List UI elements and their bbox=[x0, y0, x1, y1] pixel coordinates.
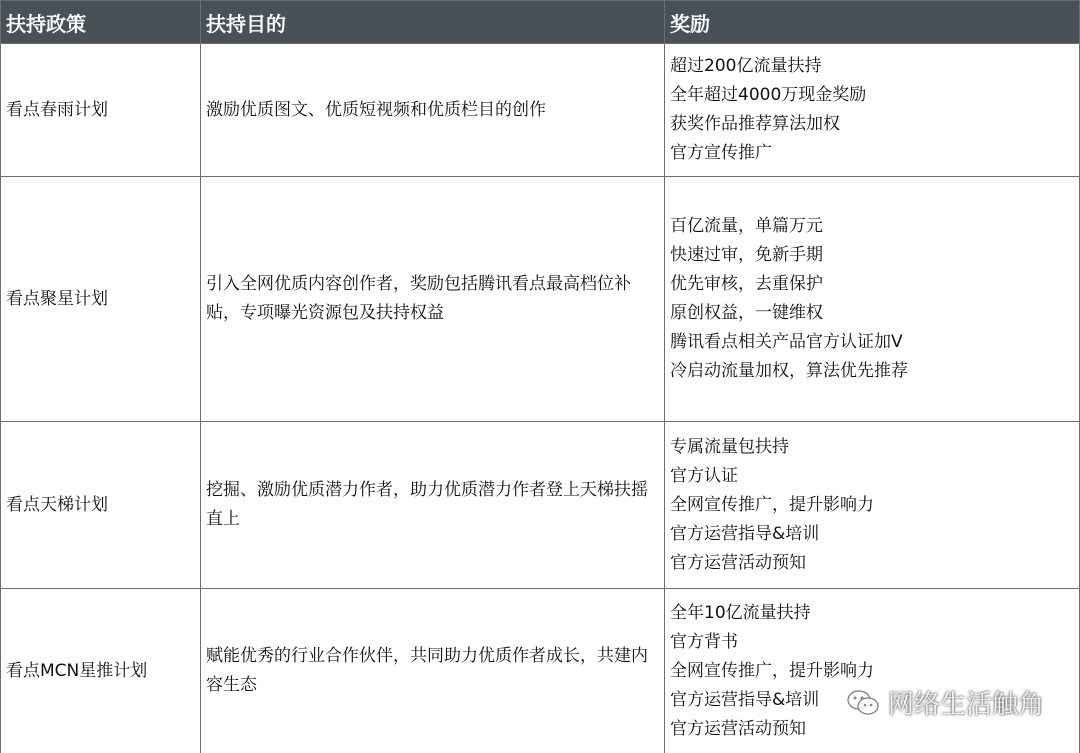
reward-item: 官方运营指导&培训 bbox=[670, 523, 820, 544]
watermark-text: 网络生活触角 bbox=[887, 690, 1044, 720]
reward-item: 官方宣传推广 bbox=[670, 143, 772, 163]
header-row bbox=[1, 1, 1080, 44]
reward-item: 腾讯看点相关产品官方认证加V bbox=[670, 332, 903, 352]
header-purpose: 扶持目的 bbox=[201, 1, 665, 44]
reward-item: 专属流量包扶持 bbox=[670, 436, 789, 457]
reward-item: 官方运营活动预知 bbox=[670, 718, 806, 739]
reward-item: 获奖作品推荐算法加权 bbox=[670, 114, 840, 134]
cell-policy: 看点春雨计划 bbox=[1, 44, 201, 177]
cell-purpose: 挖掘、激励优质潜力作者，助力优质潜力作者登上天梯扶摇直上 bbox=[201, 422, 665, 589]
reward-item: 全年10亿流量扶持 bbox=[670, 602, 811, 623]
cell-purpose: 赋能优秀的行业合作伙伴，共同助力优质作者成长，共建内容生态 bbox=[201, 589, 665, 753]
reward-item: 官方运营活动预知 bbox=[670, 552, 806, 573]
header-reward: 奖励 bbox=[665, 1, 1080, 44]
reward-item: 原创权益，一键维权 bbox=[670, 303, 823, 323]
reward-item: 冷启动流量加权，算法优先推荐 bbox=[670, 361, 908, 381]
table-row bbox=[1, 44, 1080, 177]
reward-item: 全网宣传推广，提升影响力 bbox=[670, 660, 874, 681]
reward-item: 优先审核，去重保护 bbox=[670, 274, 823, 294]
table-row bbox=[1, 422, 1080, 589]
reward-item: 官方背书 bbox=[670, 631, 738, 652]
cell-reward bbox=[665, 44, 1080, 177]
reward-item: 官方运营指导&培训 bbox=[670, 689, 820, 710]
reward-item: 超过200亿流量扶持 bbox=[670, 56, 822, 76]
cell-policy: 看点MCN星推计划 bbox=[1, 589, 201, 753]
cell-policy: 看点天梯计划 bbox=[1, 422, 201, 589]
reward-item: 百亿流量，单篇万元 bbox=[670, 216, 823, 236]
cell-reward bbox=[665, 177, 1080, 422]
reward-item: 全网宣传推广，提升影响力 bbox=[670, 494, 874, 515]
reward-item: 全年超过4000万现金奖励 bbox=[670, 85, 867, 105]
table-row bbox=[1, 177, 1080, 422]
wechat-icon bbox=[846, 689, 880, 717]
cell-reward bbox=[665, 589, 1080, 753]
header-policy: 扶持政策 bbox=[1, 1, 201, 44]
cell-purpose: 引入全网优质内容创作者，奖励包括腾讯看点最高档位补贴，专项曝光资源包及扶持权益 bbox=[201, 177, 665, 422]
cell-policy: 看点聚星计划 bbox=[1, 177, 201, 422]
cell-purpose: 激励优质图文、优质短视频和优质栏目的创作 bbox=[201, 44, 665, 177]
reward-item: 快速过审，免新手期 bbox=[670, 245, 823, 265]
reward-item: 官方认证 bbox=[670, 465, 738, 486]
watermark bbox=[846, 684, 1044, 721]
cell-reward bbox=[665, 422, 1080, 589]
table-row bbox=[1, 589, 1080, 753]
